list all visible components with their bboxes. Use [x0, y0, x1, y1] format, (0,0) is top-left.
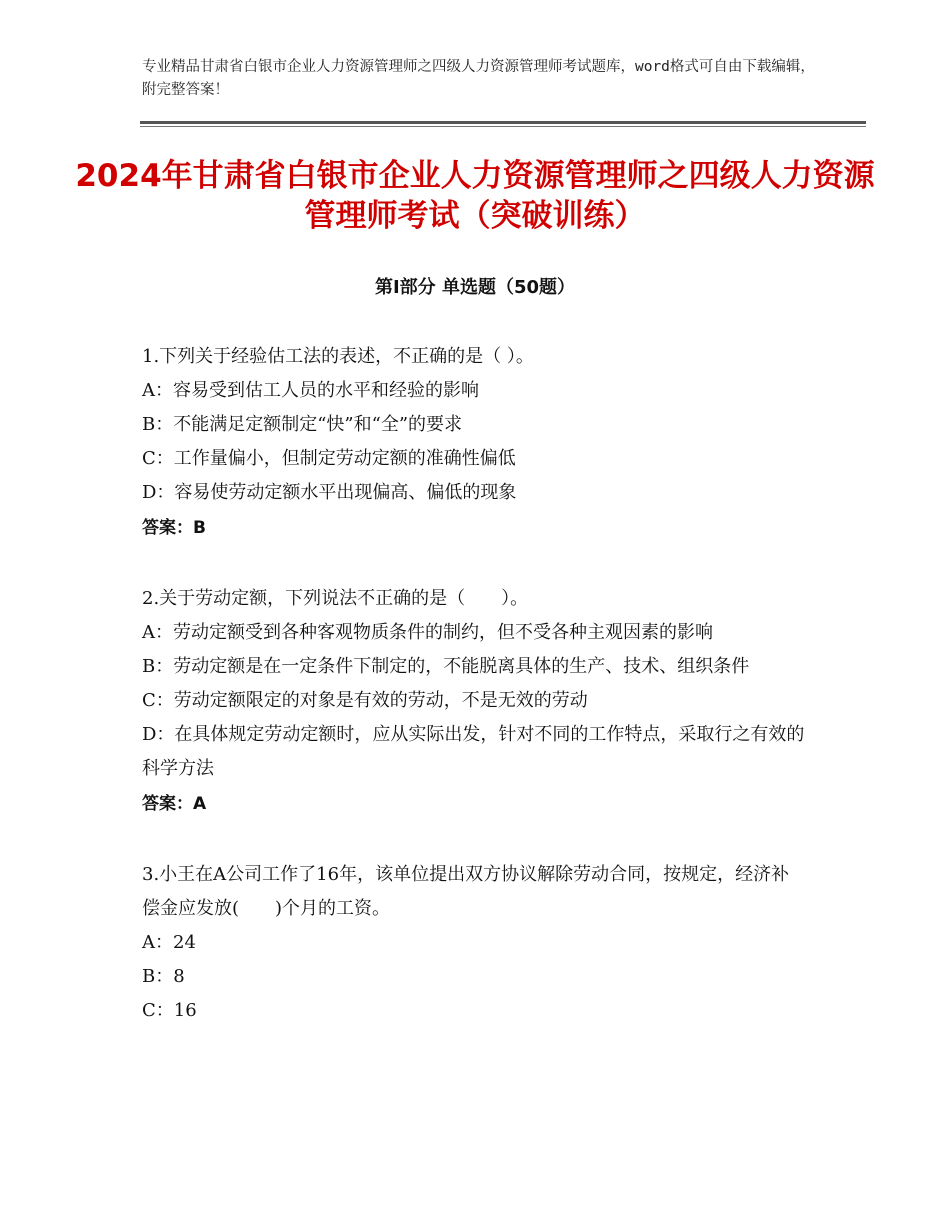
header-rule-thick	[140, 121, 866, 124]
question-2-option-d: D：在具体规定劳动定额时，应从实际出发，针对不同的工作特点，采取行之有效的科学方法	[142, 724, 805, 779]
question-2-stem: 2.关于劳动定额，下列说法不正确的是（ ）。	[142, 588, 529, 609]
question-2-answer: 答案：A	[142, 794, 207, 814]
question-list	[142, 340, 807, 1064]
header-rule-thin	[140, 126, 866, 127]
document-title: 2024年甘肃省白银市企业人力资源管理师之四级人力资源管理师考试（突破训练）	[75, 158, 875, 234]
question-3-option-a: A：24	[142, 932, 196, 953]
question-2-option-c: C：劳动定额限定的对象是有效的劳动，不是无效的劳动	[142, 690, 588, 711]
question-2-option-b: B：劳动定额是在一定条件下制定的，不能脱离具体的生产、技术、组织条件	[142, 656, 750, 677]
question-1-option-c: C：工作量偏小，但制定劳动定额的准确性偏低	[142, 448, 516, 469]
question-2-option-a: A：劳动定额受到各种客观物质条件的制约，但不受各种主观因素的影响	[142, 622, 713, 643]
question-1-option-d: D：容易使劳动定额水平出现偏高、偏低的现象	[142, 482, 517, 503]
question-1-answer: 答案：B	[142, 518, 206, 538]
question-1-option-a: A：容易受到估工人员的水平和经验的影响	[142, 380, 479, 401]
header-note: 专业精品甘肃省白银市企业人力资源管理师之四级人力资源管理师考试题库，word格式可自由下载编辑，附完整答案！	[142, 59, 815, 98]
question-2	[142, 582, 807, 822]
question-1-stem: 1.下列关于经验估工法的表述，不正确的是（ ）。	[142, 346, 534, 367]
question-1	[142, 340, 807, 546]
question-1-option-b: B：不能满足定额制定“快”和“全”的要求	[142, 414, 463, 435]
question-3-option-c: C：16	[142, 1000, 197, 1021]
section-title: 第Ⅰ部分 单选题（50题）	[374, 277, 575, 298]
question-3-stem: 3.小王在A公司工作了16年，该单位提出双方协议解除劳动合同，按规定，经济补偿金应发放( )个月的工资。	[142, 864, 790, 919]
question-3	[142, 858, 807, 1028]
question-3-option-b: B：8	[142, 966, 185, 987]
